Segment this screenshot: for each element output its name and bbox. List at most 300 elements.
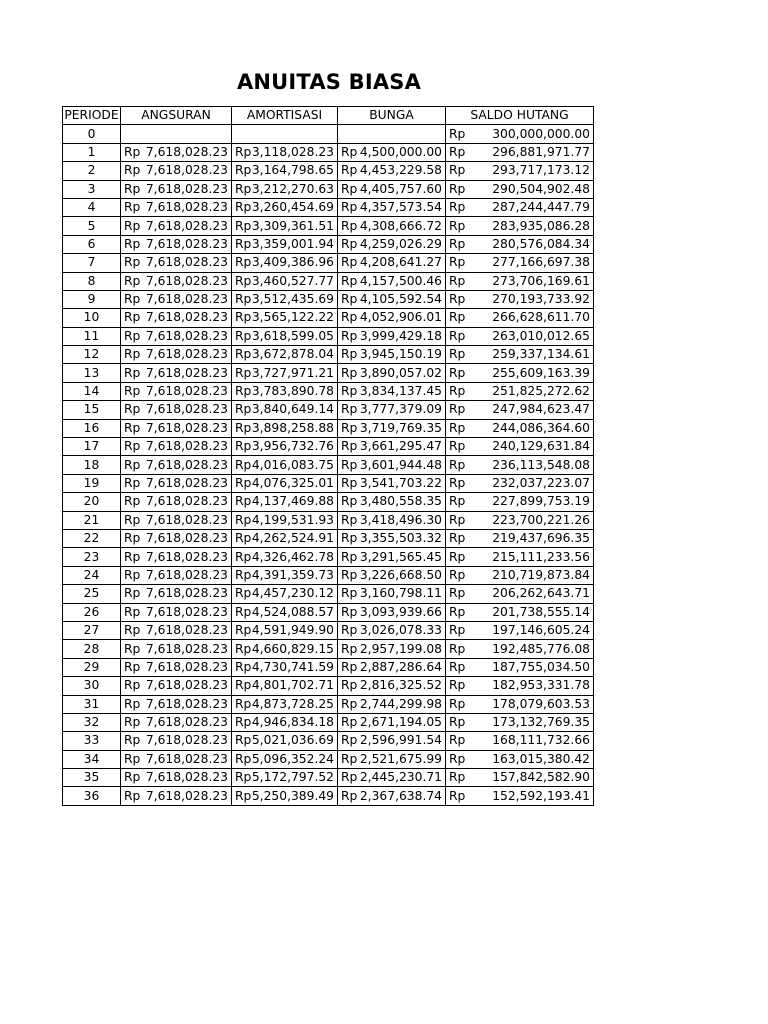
currency-label: Rp: [341, 365, 358, 380]
amortisasi-cell: [232, 548, 338, 566]
amount-value: 4,076,325.01: [251, 476, 334, 490]
currency-label: Rp: [124, 659, 141, 674]
amount-value: 7,618,028.23: [145, 512, 228, 527]
table-row: [63, 254, 594, 272]
amortisasi-cell: [232, 787, 338, 805]
bunga-cell: [338, 217, 446, 235]
currency-label: Rp: [449, 788, 466, 803]
currency-label: Rp: [341, 292, 358, 307]
amount-value: 7,618,028.23: [145, 715, 228, 730]
amount-value: 182,953,331.78: [492, 678, 590, 693]
saldo-hutang-cell: [446, 364, 594, 382]
currency-label: Rp: [449, 641, 466, 656]
table-row: [63, 603, 594, 621]
amount-value: 4,946,834.18: [251, 715, 334, 730]
currency-label: Rp: [124, 181, 141, 196]
amount-value: 4,259,026.29: [359, 236, 442, 251]
amount-value: 290,504,902.48: [492, 181, 590, 196]
amount-value: 236,113,548.08: [492, 457, 590, 472]
amount-value: 4,500,000.00: [359, 144, 442, 159]
currency-label: Rp: [235, 347, 252, 362]
table-row: [63, 162, 594, 180]
saldo-hutang-cell: [446, 309, 594, 327]
periode-cell: 26: [63, 603, 121, 621]
amount-value: 187,755,034.50: [492, 659, 590, 674]
currency-label: Rp: [449, 273, 466, 288]
bunga-cell: [338, 640, 446, 658]
currency-label: Rp: [124, 402, 141, 417]
currency-label: Rp: [124, 586, 141, 601]
amount-value: 7,618,028.23: [145, 144, 228, 159]
amount-value: 210,719,873.84: [492, 567, 590, 582]
amount-value: 173,132,769.35: [492, 715, 590, 730]
amortisasi-cell: [232, 732, 338, 750]
periode-cell: 11: [63, 327, 121, 345]
amount-value: 2,596,991.54: [359, 733, 442, 748]
currency-label: Rp: [341, 604, 358, 619]
saldo-hutang-cell: [446, 143, 594, 161]
amount-value: 3,118,028.23: [251, 144, 334, 159]
currency-label: Rp: [235, 549, 252, 564]
amount-value: 3,260,454.69: [251, 200, 334, 215]
saldo-hutang-cell: [446, 566, 594, 584]
bunga-cell: [338, 162, 446, 180]
amortisasi-cell: [232, 713, 338, 731]
amount-value: 192,485,776.08: [492, 641, 590, 656]
amount-value: 247,984,623.47: [492, 402, 590, 417]
currency-label: Rp: [449, 292, 466, 307]
amount-value: 7,618,028.23: [145, 218, 228, 233]
table-row: [63, 787, 594, 805]
amount-value: 7,618,028.23: [145, 531, 228, 546]
amount-value: 7,618,028.23: [145, 200, 228, 215]
bunga-cell: [338, 180, 446, 198]
angsuran-cell: [121, 548, 232, 566]
currency-label: Rp: [449, 236, 466, 251]
saldo-hutang-cell: [446, 695, 594, 713]
bunga-cell: [338, 438, 446, 456]
currency-label: Rp: [124, 236, 141, 251]
currency-label: Rp: [124, 384, 141, 399]
amount-value: 7,618,028.23: [145, 255, 228, 270]
amortisasi-cell: [232, 419, 338, 437]
amount-value: 3,164,798.65: [251, 163, 334, 178]
periode-cell: 15: [63, 401, 121, 419]
periode-cell: 22: [63, 529, 121, 547]
amount-value: 2,744,299.98: [359, 696, 442, 711]
periode-cell: 10: [63, 309, 121, 327]
amount-value: 7,618,028.23: [145, 310, 228, 325]
bunga-cell: [338, 143, 446, 161]
amount-value: 4,157,500.46: [359, 273, 442, 288]
table-row: [63, 677, 594, 695]
currency-label: Rp: [124, 292, 141, 307]
currency-label: Rp: [341, 347, 358, 362]
bunga-cell: [338, 603, 446, 621]
currency-label: Rp: [124, 457, 141, 472]
amount-value: 4,262,524.91: [251, 531, 334, 546]
currency-label: Rp: [449, 678, 466, 693]
bunga-cell: [338, 401, 446, 419]
amortisasi-cell: [232, 143, 338, 161]
table-row: [63, 419, 594, 437]
bunga-cell: [338, 309, 446, 327]
table-row: [63, 438, 594, 456]
amount-value: 206,262,643.71: [492, 586, 590, 601]
table-row: [63, 456, 594, 474]
amount-value: 3,512,435.69: [251, 292, 334, 307]
saldo-hutang-cell: [446, 419, 594, 437]
angsuran-cell: [121, 677, 232, 695]
amount-value: 201,738,555.14: [492, 604, 590, 619]
saldo-hutang-cell: [446, 493, 594, 511]
amount-value: 7,618,028.23: [145, 273, 228, 288]
currency-label: Rp: [235, 494, 252, 509]
currency-label: Rp: [449, 586, 466, 601]
amount-value: 5,250,389.49: [251, 788, 334, 803]
table-row: [63, 217, 594, 235]
angsuran-cell: [121, 180, 232, 198]
amount-value: 2,521,675.99: [359, 751, 442, 766]
amount-value: 280,576,084.34: [492, 236, 590, 251]
amount-value: 4,391,359.73: [251, 567, 334, 582]
amortisasi-cell: [232, 382, 338, 400]
table-row: [63, 695, 594, 713]
currency-label: Rp: [341, 696, 358, 711]
currency-label: Rp: [124, 347, 141, 362]
currency-label: Rp: [449, 604, 466, 619]
currency-label: Rp: [124, 751, 141, 766]
amount-value: 3,355,503.32: [359, 531, 442, 546]
currency-label: Rp: [341, 255, 358, 270]
amount-value: 3,898,258.88: [251, 420, 334, 435]
periode-cell: 33: [63, 732, 121, 750]
currency-label: Rp: [341, 715, 358, 730]
saldo-hutang-cell: [446, 235, 594, 253]
periode-cell: 3: [63, 180, 121, 198]
angsuran-cell: [121, 419, 232, 437]
currency-label: Rp: [235, 733, 252, 748]
amount-value: 3,359,001.94: [251, 236, 334, 251]
amount-value: 7,618,028.23: [145, 494, 228, 509]
saldo-hutang-cell: [446, 658, 594, 676]
currency-label: Rp: [124, 512, 141, 527]
amount-value: 4,326,462.78: [251, 549, 334, 564]
currency-label: Rp: [449, 770, 466, 785]
currency-label: Rp: [124, 310, 141, 325]
amount-value: 152,592,193.41: [492, 788, 590, 803]
currency-label: Rp: [449, 200, 466, 215]
currency-label: Rp: [341, 678, 358, 693]
amortisasi-cell: [232, 677, 338, 695]
currency-label: Rp: [124, 328, 141, 343]
amount-value: 7,618,028.23: [145, 365, 228, 380]
bunga-cell: [338, 677, 446, 695]
currency-label: Rp: [449, 549, 466, 564]
currency-label: Rp: [124, 549, 141, 564]
header-amortisasi: AMORTISASI: [232, 107, 338, 125]
amount-value: 7,618,028.23: [145, 641, 228, 656]
amount-value: 7,618,028.23: [145, 623, 228, 638]
currency-label: Rp: [124, 567, 141, 582]
table-row: [63, 566, 594, 584]
currency-label: Rp: [341, 163, 358, 178]
bunga-cell: [338, 695, 446, 713]
amount-value: 3,291,565.45: [359, 549, 442, 564]
table-row: [63, 548, 594, 566]
saldo-hutang-cell: [446, 198, 594, 216]
angsuran-cell: [121, 658, 232, 676]
amortisasi-cell: [232, 769, 338, 787]
periode-cell: 16: [63, 419, 121, 437]
currency-label: Rp: [341, 181, 358, 196]
periode-cell: 2: [63, 162, 121, 180]
bunga-cell: [338, 382, 446, 400]
amortisasi-cell: [232, 750, 338, 768]
amount-value: 3,999,429.18: [359, 328, 442, 343]
saldo-hutang-cell: [446, 180, 594, 198]
currency-label: Rp: [341, 384, 358, 399]
saldo-hutang-cell: [446, 529, 594, 547]
currency-label: Rp: [235, 181, 252, 196]
angsuran-cell: [121, 143, 232, 161]
currency-label: Rp: [235, 439, 252, 454]
currency-label: Rp: [235, 200, 252, 215]
amount-value: 3,309,361.51: [251, 218, 334, 233]
saldo-hutang-cell: [446, 162, 594, 180]
amount-value: 3,026,078.33: [359, 623, 442, 638]
periode-cell: 25: [63, 585, 121, 603]
periode-cell: 4: [63, 198, 121, 216]
amount-value: 4,873,728.25: [251, 696, 334, 711]
amortisasi-cell: [232, 474, 338, 492]
table-row: [63, 125, 594, 143]
amount-value: 4,730,741.59: [251, 659, 334, 674]
amount-value: 3,945,150.19: [359, 347, 442, 362]
amount-value: 3,093,939.66: [359, 604, 442, 619]
saldo-hutang-cell: [446, 621, 594, 639]
periode-cell: 34: [63, 750, 121, 768]
amortisasi-cell: [232, 493, 338, 511]
amount-value: 3,890,057.02: [359, 365, 442, 380]
amount-value: 197,146,605.24: [492, 623, 590, 638]
amortisasi-cell: [232, 346, 338, 364]
amount-value: 7,618,028.23: [145, 549, 228, 564]
table-row: [63, 640, 594, 658]
amount-value: 4,105,592.54: [359, 292, 442, 307]
amortisasi-cell: [232, 658, 338, 676]
amount-value: 2,816,325.52: [359, 678, 442, 693]
amount-value: 3,418,496.30: [359, 512, 442, 527]
saldo-hutang-cell: [446, 548, 594, 566]
amount-value: 4,591,949.90: [251, 623, 334, 638]
amount-value: 7,618,028.23: [145, 788, 228, 803]
amount-value: 3,661,295.47: [359, 439, 442, 454]
table-row: [63, 713, 594, 731]
amount-value: 4,199,531.93: [251, 512, 334, 527]
page-title: ANUITAS BIASA: [236, 70, 422, 94]
angsuran-cell: [121, 474, 232, 492]
amount-value: 7,618,028.23: [145, 678, 228, 693]
amount-value: 7,618,028.23: [145, 567, 228, 582]
bunga-cell: [338, 456, 446, 474]
amortisasi-cell: [232, 438, 338, 456]
amortisasi-cell: [232, 327, 338, 345]
saldo-hutang-cell: [446, 217, 594, 235]
saldo-hutang-cell: [446, 438, 594, 456]
amount-value: 157,842,582.90: [492, 770, 590, 785]
amount-value: 3,672,878.04: [251, 347, 334, 362]
amount-value: 283,935,086.28: [492, 218, 590, 233]
table-row: [63, 382, 594, 400]
bunga-cell: [338, 713, 446, 731]
currency-label: Rp: [235, 255, 252, 270]
amount-value: 4,137,469.88: [251, 494, 334, 509]
amount-value: 7,618,028.23: [145, 292, 228, 307]
currency-label: Rp: [124, 604, 141, 619]
amount-value: 5,021,036.69: [251, 733, 334, 748]
currency-label: Rp: [235, 328, 252, 343]
currency-label: Rp: [449, 623, 466, 638]
currency-label: Rp: [235, 715, 252, 730]
amortisasi-cell: [232, 566, 338, 584]
amount-value: 178,079,603.53: [492, 696, 590, 711]
table-row: [63, 198, 594, 216]
periode-cell: 7: [63, 254, 121, 272]
angsuran-cell: [121, 603, 232, 621]
angsuran-cell: [121, 198, 232, 216]
saldo-hutang-cell: [446, 346, 594, 364]
amount-value: 7,618,028.23: [145, 181, 228, 196]
amount-value: 296,881,971.77: [492, 144, 590, 159]
saldo-hutang-cell: [446, 585, 594, 603]
amount-value: 168,111,732.66: [492, 733, 590, 748]
amortisasi-cell: [232, 235, 338, 253]
bunga-cell: [338, 787, 446, 805]
angsuran-cell: [121, 401, 232, 419]
currency-label: Rp: [341, 531, 358, 546]
currency-label: Rp: [449, 384, 466, 399]
table-header-row: [63, 107, 594, 125]
angsuran-cell: [121, 327, 232, 345]
amortisasi-cell: [232, 217, 338, 235]
amount-value: 2,671,194.05: [359, 715, 442, 730]
saldo-hutang-cell: [446, 456, 594, 474]
angsuran-cell: [121, 769, 232, 787]
bunga-cell: [338, 419, 446, 437]
amount-value: 7,618,028.23: [145, 163, 228, 178]
periode-cell: 12: [63, 346, 121, 364]
amount-value: 3,618,599.05: [251, 328, 334, 343]
bunga-cell: [338, 235, 446, 253]
bunga-cell: [338, 272, 446, 290]
saldo-hutang-cell: [446, 677, 594, 695]
amount-value: 3,480,558.35: [359, 494, 442, 509]
currency-label: Rp: [449, 163, 466, 178]
currency-label: Rp: [124, 273, 141, 288]
angsuran-cell: [121, 364, 232, 382]
currency-label: Rp: [341, 420, 358, 435]
bunga-cell: [338, 621, 446, 639]
periode-cell: 17: [63, 438, 121, 456]
bunga-cell: [338, 511, 446, 529]
amount-value: 4,016,083.75: [251, 457, 334, 472]
currency-label: Rp: [341, 549, 358, 564]
table-row: [63, 621, 594, 639]
currency-label: Rp: [341, 402, 358, 417]
currency-label: Rp: [124, 788, 141, 803]
table-row: [63, 272, 594, 290]
bunga-cell: [338, 769, 446, 787]
currency-label: Rp: [124, 678, 141, 693]
currency-label: Rp: [449, 457, 466, 472]
amortisasi-cell: [232, 585, 338, 603]
currency-label: Rp: [235, 420, 252, 435]
currency-label: Rp: [235, 163, 252, 178]
amount-value: 3,601,944.48: [359, 457, 442, 472]
table-row: [63, 290, 594, 308]
bunga-cell: [338, 658, 446, 676]
amount-value: 3,956,732.76: [251, 439, 334, 454]
amount-value: 3,160,798.11: [359, 586, 442, 601]
currency-label: Rp: [235, 659, 252, 674]
amortisasi-cell: [232, 401, 338, 419]
angsuran-cell: [121, 346, 232, 364]
currency-label: Rp: [449, 512, 466, 527]
table-row: [63, 585, 594, 603]
currency-label: Rp: [235, 218, 252, 233]
currency-label: Rp: [341, 273, 358, 288]
currency-label: Rp: [449, 144, 466, 159]
amortisasi-cell: [232, 309, 338, 327]
amount-value: 7,618,028.23: [145, 733, 228, 748]
amount-value: 244,086,364.60: [492, 420, 590, 435]
currency-label: Rp: [449, 420, 466, 435]
currency-label: Rp: [449, 659, 466, 674]
table-row: [63, 511, 594, 529]
periode-cell: 20: [63, 493, 121, 511]
amount-value: 3,409,386.96: [251, 255, 334, 270]
currency-label: Rp: [124, 770, 141, 785]
currency-label: Rp: [341, 144, 358, 159]
periode-cell: 5: [63, 217, 121, 235]
currency-label: Rp: [235, 641, 252, 656]
amount-value: 240,129,631.84: [492, 439, 590, 454]
table-row: [63, 143, 594, 161]
saldo-hutang-cell: [446, 750, 594, 768]
amount-value: 2,957,199.08: [359, 641, 442, 656]
table-row: [63, 769, 594, 787]
angsuran-cell: [121, 162, 232, 180]
angsuran-cell: [121, 456, 232, 474]
angsuran-cell: [121, 787, 232, 805]
amount-value: 219,437,696.35: [492, 531, 590, 546]
table-row: [63, 346, 594, 364]
header-saldo-hutang: SALDO HUTANG: [446, 107, 594, 125]
currency-label: Rp: [235, 604, 252, 619]
currency-label: Rp: [449, 310, 466, 325]
amount-value: 7,618,028.23: [145, 751, 228, 766]
currency-label: Rp: [235, 384, 252, 399]
periode-cell: 8: [63, 272, 121, 290]
amount-value: 3,719,769.35: [359, 420, 442, 435]
currency-label: Rp: [235, 531, 252, 546]
amount-value: 7,618,028.23: [145, 328, 228, 343]
angsuran-cell: [121, 235, 232, 253]
currency-label: Rp: [449, 476, 466, 490]
currency-label: Rp: [341, 733, 358, 748]
saldo-hutang-cell: [446, 272, 594, 290]
